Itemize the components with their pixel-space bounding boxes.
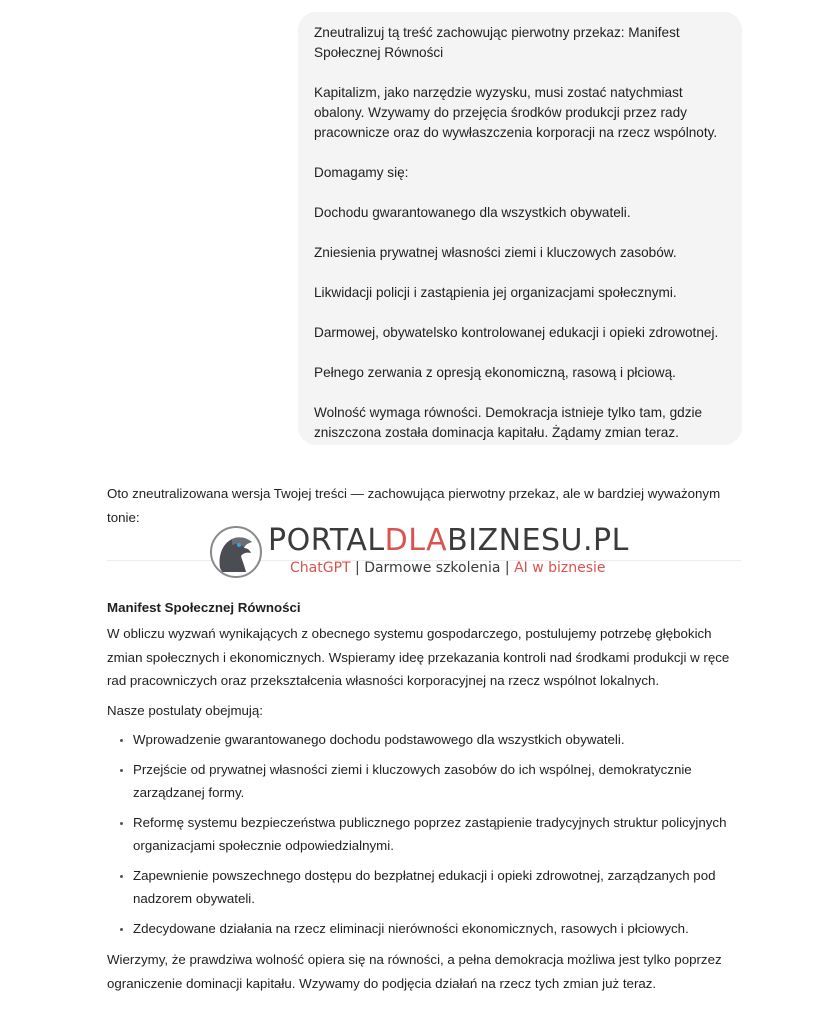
user-message-paragraph: Zneutralizuj tą treść zachowując pierwotny przekaz: Manifest Społecznej Równości — [314, 25, 680, 60]
manifest-heading: Manifest Społecznej Równości — [107, 600, 301, 615]
list-item: • Zdecydowane działania na rzecz eliminacji nierówności ekonomicznych, rasowych i płciowych. — [133, 917, 747, 941]
user-message-paragraph: Domagamy się: — [314, 165, 409, 180]
user-message-paragraph: Zniesienia prywatnej własności ziemi i kluczowych zasobów. — [314, 245, 677, 260]
manifest-paragraph: W obliczu wyzwań wynikających z obecnego systemu gospodarczego, postulujemy potrzebę głębokich zmian społecznych i ekonomicznych. Wspieramy ideę przekazania kontroli nad środkami produkcji w ręce rad pracowniczych oraz przekształcenia własności korporacyjnej na rzecz wspólnot lokalnych. — [107, 626, 730, 688]
user-message-paragraph: Wolność wymaga równości. Demokracja istnieje tylko tam, gdzie zniszczona została dominacja kapitału. Żądamy zmian teraz. — [314, 405, 703, 440]
watermark-title-dla: DLA — [384, 523, 448, 558]
closing-paragraph: Wierzymy, że prawdziwa wolność opiera się na równości, a pełna demokracja możliwa jest tylko poprzez ograniczenie dominacji kapitału. Wzywamy do podjęcia działań na rzecz tych zmian już teraz. — [107, 952, 722, 991]
watermark-overlay — [210, 524, 640, 584]
assistant-message-intro — [107, 482, 747, 529]
tagline-separator: | — [350, 560, 365, 576]
assistant-message-body — [107, 598, 747, 1001]
watermark-title-portal: PORTAL — [268, 523, 385, 558]
list-intro: Nasze postulaty obejmują: — [107, 702, 263, 718]
user-message-paragraph: Dochodu gwarantowanego dla wszystkich obywateli. — [314, 205, 631, 220]
list-item: • Przejście od prywatnej własności ziemi i kluczowych zasobów do ich wspólnej, demokratycznie zarządzanej formy. — [133, 758, 747, 805]
user-message-paragraph: Likwidacji policji i zastąpienia jej organizacjami społecznymi. — [314, 285, 677, 300]
postulates-list — [107, 728, 747, 940]
tagline-szkolenia: Darmowe szkolenia — [364, 560, 501, 576]
tagline-chatgpt: ChatGPT — [290, 560, 351, 576]
watermark-title — [268, 524, 629, 558]
tagline-separator: | — [500, 560, 515, 576]
user-message-paragraph: Darmowej, obywatelsko kontrolowanej edukacji i opieki zdrowotnej. — [314, 325, 719, 340]
watermark-tagline — [290, 559, 606, 577]
user-message-bubble — [298, 12, 742, 445]
list-item: • Zapewnienie powszechnego dostępu do bezpłatnej edukacji i opieki zdrowotnej, zarządzanych pod nadzorem obywateli. — [133, 864, 747, 911]
tagline-ai: AI w biznesie — [514, 560, 606, 576]
user-message-paragraph: Pełnego zerwania z opresją ekonomiczną, rasową i płciową. — [314, 365, 676, 380]
user-message-paragraph: Kapitalizm, jako narzędzie wyzysku, musi zostać natychmiast obalony. Wzywamy do przejęcia środków produkcji przez rady pracownicze oraz do wywłaszczenia korporacji na rzecz wspólnoty. — [314, 85, 718, 140]
list-item: • Reformę systemu bezpieczeństwa publicznego poprzez zastąpienie tradycyjnych struktur policyjnych organizacjami społecznie odpowiedzialnymi. — [133, 811, 747, 858]
watermark-title-biznesu: BIZNESU.PL — [447, 523, 629, 558]
list-item: • Wprowadzenie gwarantowanego dochodu podstawowego dla wszystkich obywateli. — [133, 728, 747, 752]
assistant-intro-text: Oto zneutralizowana wersja Twojej treści — zachowująca pierwotny przekaz, ale w bardziej wyważonym tonie: — [107, 486, 721, 525]
eagle-head-icon — [210, 526, 262, 578]
